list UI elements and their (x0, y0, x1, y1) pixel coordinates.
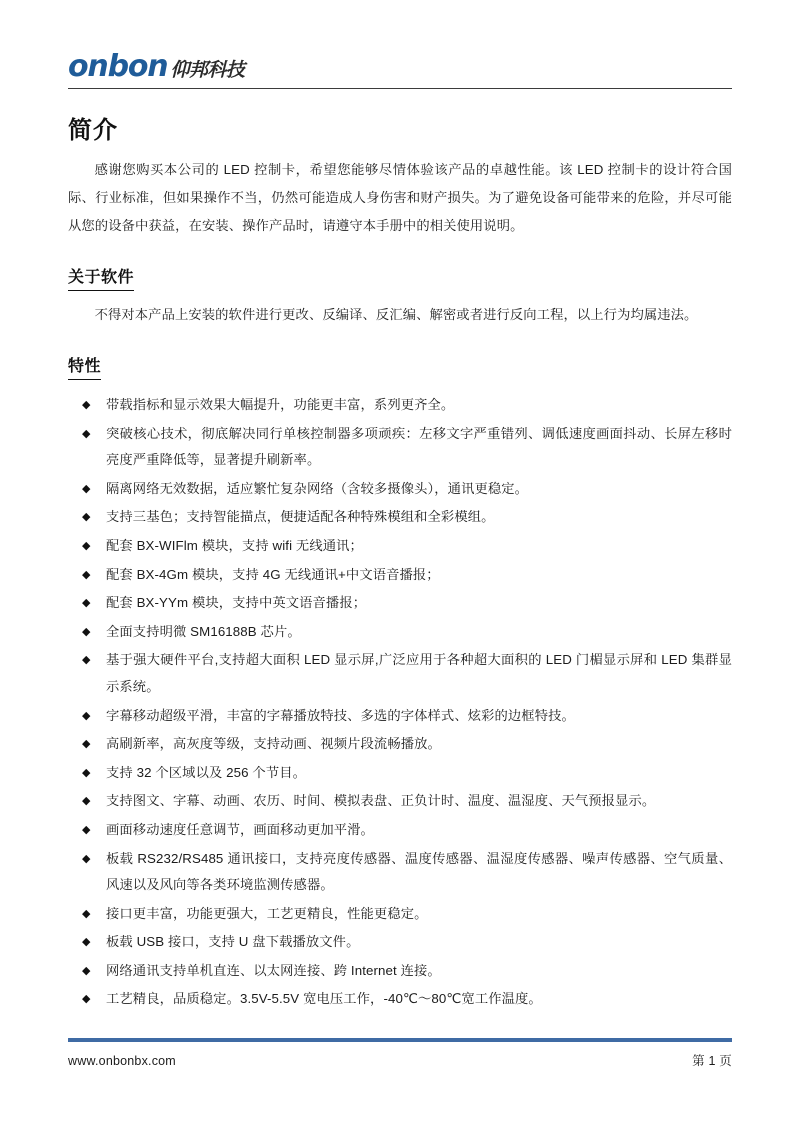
feature-list-item (68, 986, 732, 1013)
feature-list-item-text: 接口更丰富，功能更强大，工艺更精良，性能更稳定。 (106, 905, 428, 921)
footer-divider (68, 1038, 732, 1042)
feature-list-item-text: 画面移动速度任意调节，画面移动更加平滑。 (106, 821, 374, 837)
diamond-bullet-icon: ◆ (82, 964, 91, 977)
page-content (68, 0, 732, 1015)
feature-list-item (68, 562, 732, 589)
feature-list-item-text: 全面支持明微 SM16188B 芯片。 (106, 623, 301, 639)
company-logo (68, 48, 732, 82)
feature-list-item (68, 703, 732, 730)
diamond-bullet-icon: ◆ (82, 993, 91, 1006)
intro-paragraph: 感谢您购买本公司的 LED 控制卡，希望您能够尽情体验该产品的卓越性能。该 LED 控制卡的设计符合国际、行业标准，但如果操作不当，仍然可能造成人身伤害和财产损失。为了避免设备可能带来的危险，并尽可能从您的设备中获益，在安装、操作产品时，请遵守本手册中的相关使用说明。 (68, 162, 732, 233)
software-paragraph: 不得对本产品上安装的软件进行更改、反编译、反汇编、解密或者进行反向工程，以上行为均属违法。 (94, 306, 698, 322)
feature-list-item-text: 支持 32 个区域以及 256 个节目。 (106, 764, 307, 780)
diamond-bullet-icon: ◆ (82, 427, 91, 440)
feature-list-item-text: 带载指标和显示效果大幅提升，功能更丰富，系列更齐全。 (106, 397, 455, 412)
features-section-heading-wrap (68, 328, 732, 380)
feature-list-item (68, 533, 732, 560)
feature-list-item (68, 476, 732, 503)
feature-list-item-text: 高刷新率，高灰度等级，支持动画、视频片段流畅播放。 (106, 736, 441, 752)
feature-list-item-text: 支持图文、字幕、动画、农历、时间、模拟表盘、正负计时、温度、温湿度、天气预报显示。 (106, 793, 656, 809)
footer-row (68, 1051, 732, 1069)
diamond-bullet-icon: ◆ (82, 907, 91, 920)
feature-list-item-text: 配套 BX-4Gm 模块，支持 4G 无线通讯+中文语音播报； (106, 566, 440, 582)
feature-list-item (68, 590, 732, 617)
diamond-bullet-icon: ◆ (82, 709, 91, 722)
feature-list-item (68, 619, 732, 646)
feature-list-item-text: 板载 USB 接口，支持 U 盘下载播放文件。 (106, 934, 360, 950)
feature-list-item (68, 958, 732, 985)
diamond-bullet-icon: ◆ (82, 654, 91, 667)
software-section-heading-wrap (68, 239, 732, 291)
diamond-bullet-icon: ◆ (82, 625, 91, 638)
diamond-bullet-icon: ◆ (82, 936, 91, 949)
feature-list-item-text: 基于强大硬件平台,支持超大面积 LED 显示屏,广泛应用于各种超大面积的 LED 门楣显示屏和 LED 集群显示系统。 (106, 652, 732, 694)
diamond-bullet-icon: ◆ (82, 823, 91, 836)
feature-list-item (68, 392, 732, 419)
footer-page-number: 第 1 页 (692, 1054, 732, 1068)
diamond-bullet-icon: ◆ (82, 738, 91, 751)
page-title: 简介 (68, 117, 118, 144)
diamond-bullet-icon: ◆ (82, 597, 91, 610)
feature-list-item (68, 846, 732, 899)
feature-list-item-text: 支持三基色；支持智能描点，便捷适配各种特殊模组和全彩模组。 (106, 509, 495, 525)
feature-list-item (68, 817, 732, 844)
feature-list-item (68, 647, 732, 700)
feature-list-item (68, 929, 732, 956)
feature-list-item (68, 731, 732, 758)
diamond-bullet-icon: ◆ (82, 568, 91, 581)
feature-list-item-text: 网络通讯支持单机直连、以太网连接、跨 Internet 连接。 (106, 962, 441, 978)
page-footer (68, 1038, 732, 1069)
feature-list-item (68, 760, 732, 787)
feature-list-item-text: 配套 BX-WIFlm 模块，支持 wifi 无线通讯； (106, 537, 363, 553)
diamond-bullet-icon: ◆ (82, 766, 91, 779)
diamond-bullet-icon: ◆ (82, 539, 91, 552)
feature-list-item-text: 工艺精良，品质稳定。3.5V-5.5V 宽电压工作，-40℃～80℃宽工作温度。 (106, 991, 542, 1007)
diamond-bullet-icon: ◆ (82, 511, 91, 524)
feature-list-item (68, 788, 732, 815)
footer-website[interactable]: www.onbonbx.com (68, 1054, 176, 1068)
page-header (68, 0, 732, 89)
section-heading-features: 特性 (68, 356, 101, 380)
header-divider (68, 88, 732, 89)
feature-list-item-text: 突破核心技术，彻底解决同行单核控制器多项顽疾：左移文字严重错列、调低速度画面抖动、长屏左移时亮度严重降低等，显著提升刷新率。 (106, 425, 732, 468)
section-heading-about-software: 关于软件 (68, 267, 134, 291)
feature-list-item-text: 配套 BX-YYm 模块，支持中英文语音播报； (106, 595, 367, 611)
logo-wordmark-cn: 仰邦科技 (170, 59, 245, 81)
diamond-bullet-icon: ◆ (82, 482, 91, 495)
feature-list-item (68, 504, 732, 531)
feature-list-item (68, 901, 732, 928)
diamond-bullet-icon: ◆ (82, 795, 91, 808)
feature-list (68, 392, 732, 1013)
logo-wordmark-en: onbon (68, 49, 168, 84)
feature-list-item-text: 字幕移动超级平滑，丰富的字幕播放特技、多选的字体样式、炫彩的边框特技。 (106, 707, 575, 723)
diamond-bullet-icon: ◆ (82, 399, 91, 411)
feature-list-item (68, 421, 732, 474)
feature-list-item-text: 隔离网络无效数据，适应繁忙复杂网络（含较多摄像头），通讯更稳定。 (106, 480, 529, 496)
diamond-bullet-icon: ◆ (82, 852, 91, 865)
feature-list-item-text: 板载 RS232/RS485 通讯接口，支持亮度传感器、温度传感器、温湿度传感器、噪声传感器、空气质量、风速以及风向等各类环境监测传感器。 (106, 850, 732, 893)
